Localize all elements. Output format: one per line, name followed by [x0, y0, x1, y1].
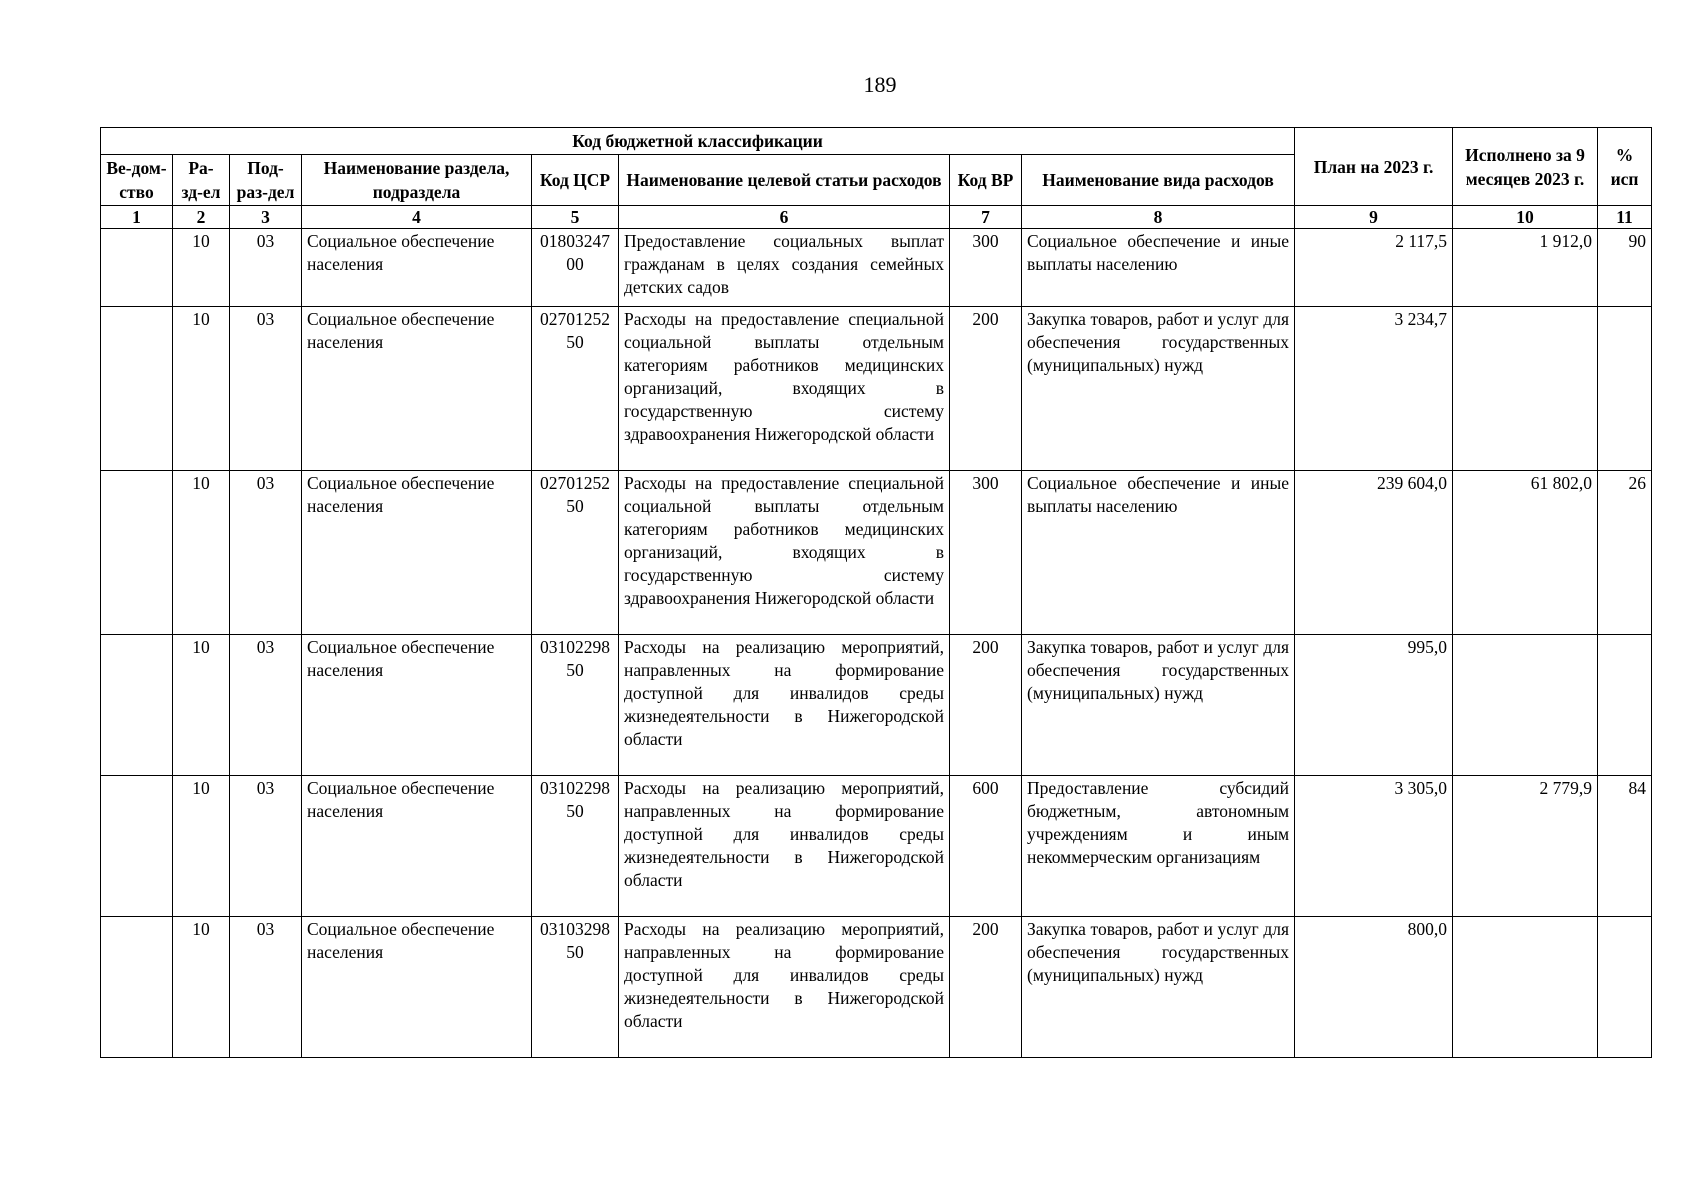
table-row [101, 229, 1652, 307]
header-executed [1453, 128, 1598, 206]
cell-vr: 200 [950, 635, 1022, 776]
cell-target-name: Расходы на реализацию мероприятий, направленных на формирование доступной для инвалидов среды жизнедеятельности в Нижегородской области [619, 917, 950, 1058]
cell-razdel: 10 [173, 229, 230, 307]
cell-plan: 239 604,0 [1295, 471, 1453, 635]
cell-csr: 0310229850 [532, 776, 619, 917]
cell-target-name: Расходы на предоставление специальной социальной выплаты отдельным категориям работников медицинских организаций, входящих в государственную систему здравоохранения Нижегородской области [619, 307, 950, 471]
col-num: 3 [230, 206, 302, 229]
table-row [101, 471, 1652, 635]
table-row [101, 307, 1652, 471]
column-numbers-row [101, 206, 1652, 229]
cell-razdel: 10 [173, 471, 230, 635]
header-group-row [101, 128, 1652, 155]
table-row [101, 917, 1652, 1058]
cell-csr: 0270125250 [532, 307, 619, 471]
cell-podrazdel: 03 [230, 917, 302, 1058]
cell-vr-name: Социальное обеспечение и иные выплаты населению [1022, 471, 1295, 635]
header-razdel-name: Наименование раздела, подраздела [302, 155, 532, 206]
col-num: 7 [950, 206, 1022, 229]
header-vr: Код ВР [950, 155, 1022, 206]
col-num: 1 [101, 206, 173, 229]
col-num: 8 [1022, 206, 1295, 229]
cell-plan: 3 234,7 [1295, 307, 1453, 471]
cell-podrazdel: 03 [230, 471, 302, 635]
cell-razdel: 10 [173, 307, 230, 471]
cell-csr: 0310329850 [532, 917, 619, 1058]
col-num: 5 [532, 206, 619, 229]
cell-razdel: 10 [173, 635, 230, 776]
header-plan-text: План на 2023 г. [1313, 156, 1434, 177]
cell-target-name: Расходы на предоставление специальной социальной выплаты отдельным категориям работников медицинских организаций, входящих в государственную систему здравоохранения Нижегородской области [619, 471, 950, 635]
cell-executed: 61 802,0 [1453, 471, 1598, 635]
cell-vr: 300 [950, 471, 1022, 635]
cell-razdel-name: Социальное обеспечение населения [302, 471, 532, 635]
cell-vr: 600 [950, 776, 1022, 917]
cell-razdel-name: Социальное обеспечение населения [302, 307, 532, 471]
cell-executed [1453, 917, 1598, 1058]
cell-podrazdel: 03 [230, 776, 302, 917]
table-row [101, 635, 1652, 776]
cell-razdel: 10 [173, 776, 230, 917]
header-vr-name: Наименование вида расходов [1022, 155, 1295, 206]
header-razdel: Ра-зд-ел [173, 155, 230, 206]
cell-plan: 3 305,0 [1295, 776, 1453, 917]
cell-csr: 0310229850 [532, 635, 619, 776]
page-number: 189 [863, 72, 897, 97]
cell-executed: 2 779,9 [1453, 776, 1598, 917]
cell-ved [101, 229, 173, 307]
cell-pct [1598, 635, 1652, 776]
cell-vr: 200 [950, 307, 1022, 471]
cell-executed: 1 912,0 [1453, 229, 1598, 307]
cell-pct: 26 [1598, 471, 1652, 635]
cell-vr-name: Закупка товаров, работ и услуг для обеспечения государственных (муниципальных) нужд [1022, 307, 1295, 471]
cell-plan: 800,0 [1295, 917, 1453, 1058]
col-num: 10 [1453, 206, 1598, 229]
cell-pct [1598, 307, 1652, 471]
table-body [101, 229, 1652, 1058]
cell-ved [101, 917, 173, 1058]
col-num: 4 [302, 206, 532, 229]
table-row [101, 776, 1652, 917]
cell-ved [101, 471, 173, 635]
cell-vr-name: Закупка товаров, работ и услуг для обеспечения государственных (муниципальных) нужд [1022, 635, 1295, 776]
header-podrazdel: Под-раз-дел [230, 155, 302, 206]
cell-razdel-name: Социальное обеспечение населения [302, 229, 532, 307]
header-ved: Ве-дом-ство [101, 155, 173, 206]
header-pct [1598, 128, 1652, 206]
cell-executed [1453, 307, 1598, 471]
col-num: 2 [173, 206, 230, 229]
header-plan [1295, 128, 1453, 206]
cell-podrazdel: 03 [230, 635, 302, 776]
cell-csr: 0180324700 [532, 229, 619, 307]
cell-target-name: Предоставление социальных выплат гражданам в целях создания семейных детских садов [619, 229, 950, 307]
cell-executed [1453, 635, 1598, 776]
cell-vr: 200 [950, 917, 1022, 1058]
cell-vr-name: Социальное обеспечение и иные выплаты населению [1022, 229, 1295, 307]
header-target-name: Наименование целевой статьи расходов [619, 155, 950, 206]
col-num: 9 [1295, 206, 1453, 229]
cell-vr-name: Предоставление субсидий бюджетным, автономным учреждениям и иным некоммерческим организациям [1022, 776, 1295, 917]
cell-vr-name: Закупка товаров, работ и услуг для обеспечения государственных (муниципальных) нужд [1022, 917, 1295, 1058]
cell-ved [101, 307, 173, 471]
cell-target-name: Расходы на реализацию мероприятий, направленных на формирование доступной для инвалидов среды жизнедеятельности в Нижегородской области [619, 635, 950, 776]
cell-vr: 300 [950, 229, 1022, 307]
cell-podrazdel: 03 [230, 307, 302, 471]
cell-plan: 995,0 [1295, 635, 1453, 776]
header-csr: Код ЦСР [532, 155, 619, 206]
cell-ved [101, 635, 173, 776]
cell-razdel-name: Социальное обеспечение населения [302, 635, 532, 776]
cell-razdel-name: Социальное обеспечение населения [302, 776, 532, 917]
col-num: 6 [619, 206, 950, 229]
header-pct-text: % исп [1610, 144, 1639, 189]
budget-table [100, 127, 1652, 1058]
cell-plan: 2 117,5 [1295, 229, 1453, 307]
cell-pct: 84 [1598, 776, 1652, 917]
cell-target-name: Расходы на реализацию мероприятий, направленных на формирование доступной для инвалидов среды жизнедеятельности в Нижегородской области [619, 776, 950, 917]
col-num: 11 [1598, 206, 1652, 229]
cell-csr: 0270125250 [532, 471, 619, 635]
cell-razdel: 10 [173, 917, 230, 1058]
cell-pct [1598, 917, 1652, 1058]
header-executed-text: Исполнено за 9 месяцев 2023 г. [1465, 144, 1585, 189]
cell-pct: 90 [1598, 229, 1652, 307]
cell-podrazdel: 03 [230, 229, 302, 307]
cell-razdel-name: Социальное обеспечение населения [302, 917, 532, 1058]
cell-ved [101, 776, 173, 917]
header-budget-code: Код бюджетной классификации [101, 128, 1295, 155]
